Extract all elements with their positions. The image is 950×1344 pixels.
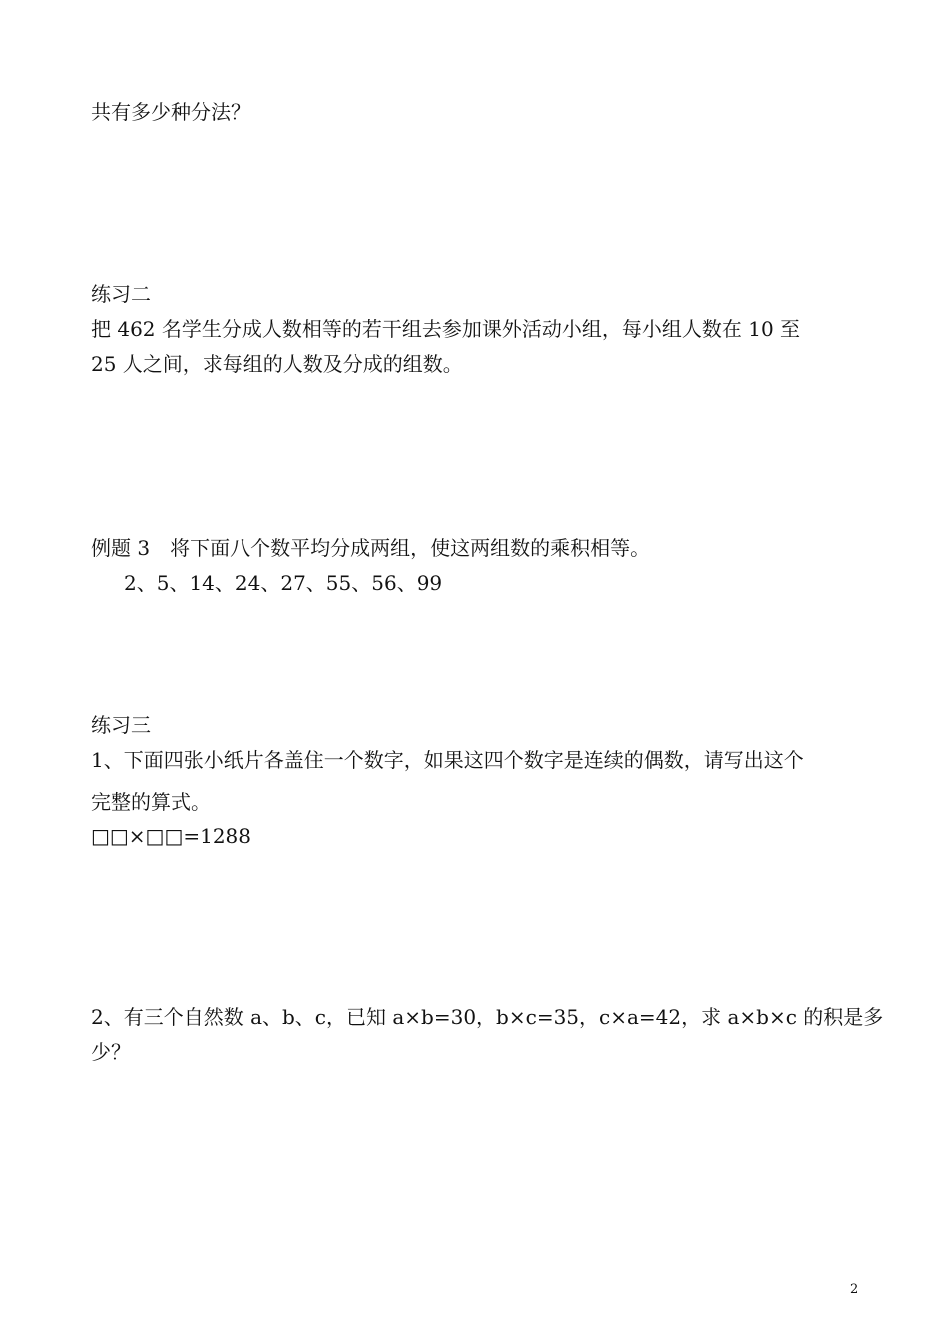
- page-number: 2: [850, 1282, 859, 1297]
- example-heading: 例题 3 将下面八个数平均分成两组，使这两组数的乘积相等。: [91, 536, 651, 560]
- equation: □□×□□=1288: [91, 824, 251, 848]
- text-line: 25 人之间，求每组的人数及分成的组数。: [91, 352, 463, 376]
- number-list: 2、5、14、24、27、55、56、99: [124, 571, 443, 595]
- text-line: 完整的算式。: [91, 790, 211, 814]
- text-line: 少？: [91, 1040, 131, 1064]
- text-line: 2、有三个自然数 a、b、c，已知 a×b=30，b×c=35，c×a=42，求 a×b×c 的积是多: [91, 1005, 884, 1029]
- text-line: 把 462 名学生分成人数相等的若干组去参加课外活动小组，每小组人数在 10 至: [91, 317, 801, 341]
- section-heading: 练习三: [91, 713, 151, 737]
- section-heading: 练习二: [91, 282, 151, 306]
- text-line: 1、下面四张小纸片各盖住一个数字，如果这四个数字是连续的偶数，请写出这个: [91, 748, 804, 772]
- text-line: 共有多少种分法？: [91, 100, 251, 124]
